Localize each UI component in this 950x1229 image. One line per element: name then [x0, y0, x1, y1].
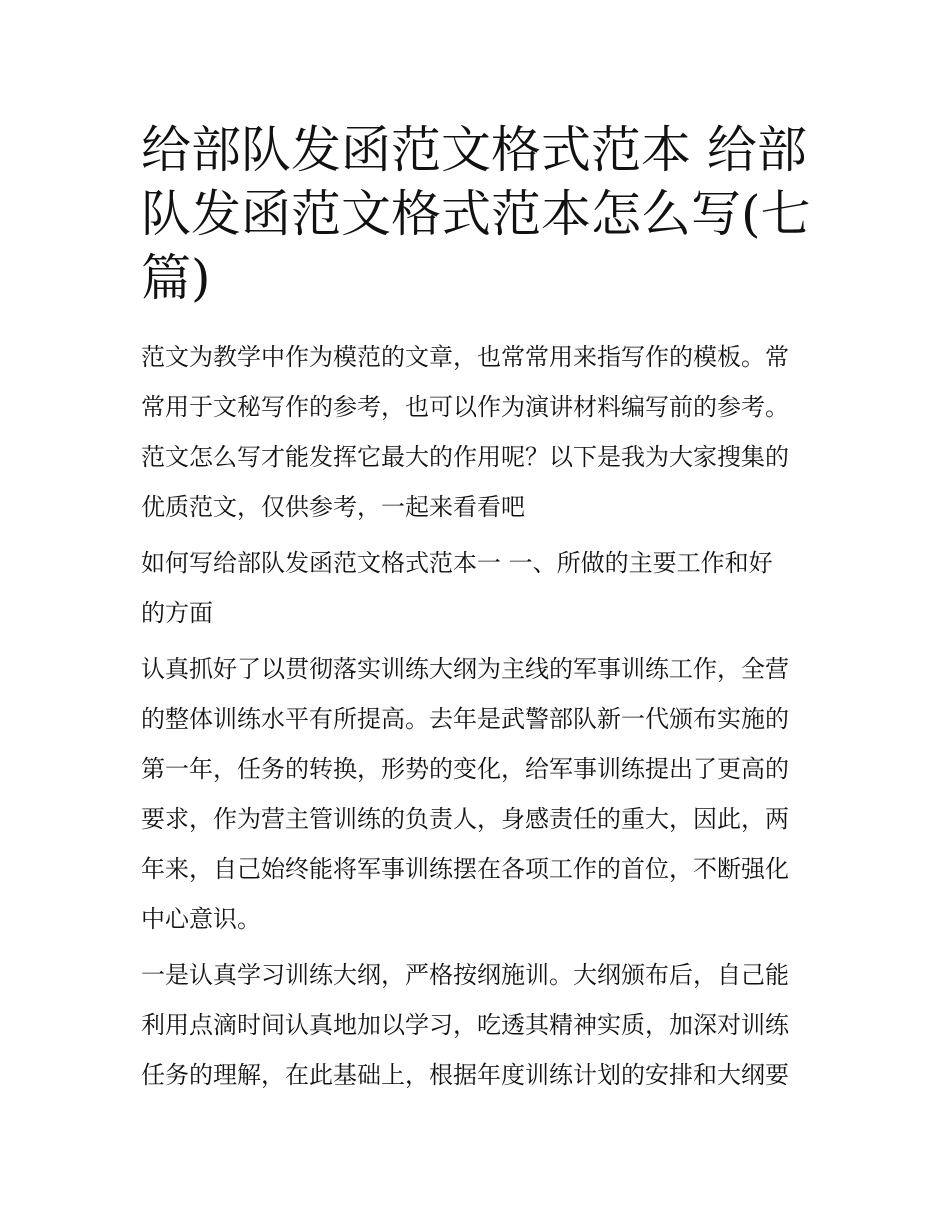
text-line: 任务的理解，在此基础上，根据年度训练计划的安排和大纲要 [141, 1061, 789, 1089]
text-line: 要求，作为营主管训练的负责人，身感责任的重大，因此，两 [141, 805, 789, 833]
paragraph-study-outline [141, 950, 813, 1100]
document-content [141, 118, 813, 1106]
text-line: 年来，自己始终能将军事训练摆在各项工作的首位，不断强化 [141, 855, 789, 883]
document-title [141, 118, 813, 310]
paragraph-section-heading [141, 538, 813, 638]
text-line: 一是认真学习训练大纲，严格按纲施训。大纲颁布后，自己能 [141, 961, 789, 989]
text-line: 如何写给部队发函范文格式范本一 一、所做的主要工作和好 [141, 549, 773, 577]
title-line: 篇) [141, 249, 211, 307]
text-line: 利用点滴时间认真地加以学习，吃透其精神实质，加深对训练 [141, 1011, 789, 1039]
text-line: 常用于文秘写作的参考，也可以作为演讲材料编写前的参考。 [141, 393, 789, 421]
text-line: 的整体训练水平有所提高。去年是武警部队新一代颁布实施的 [141, 705, 789, 733]
paragraph-intro [141, 332, 813, 532]
text-line: 中心意识。 [141, 905, 261, 933]
text-line: 认真抓好了以贯彻落实训练大纲为主线的军事训练工作，全营 [141, 655, 789, 683]
text-line: 范文怎么写才能发挥它最大的作用呢？以下是我为大家搜集的 [141, 443, 789, 471]
title-line: 给部队发函范文格式范本 给部 [141, 121, 807, 179]
document-body [141, 332, 813, 1100]
paragraph-training-work [141, 644, 813, 944]
text-line: 范文为教学中作为模范的文章，也常常用来指写作的模板。常 [141, 343, 789, 371]
title-line: 队发函范文格式范本怎么写(七 [141, 185, 811, 243]
text-line: 的方面 [141, 599, 213, 627]
text-line: 第一年，任务的转换，形势的变化，给军事训练提出了更高的 [141, 755, 789, 783]
text-line: 优质范文，仅供参考，一起来看看吧 [141, 493, 525, 521]
